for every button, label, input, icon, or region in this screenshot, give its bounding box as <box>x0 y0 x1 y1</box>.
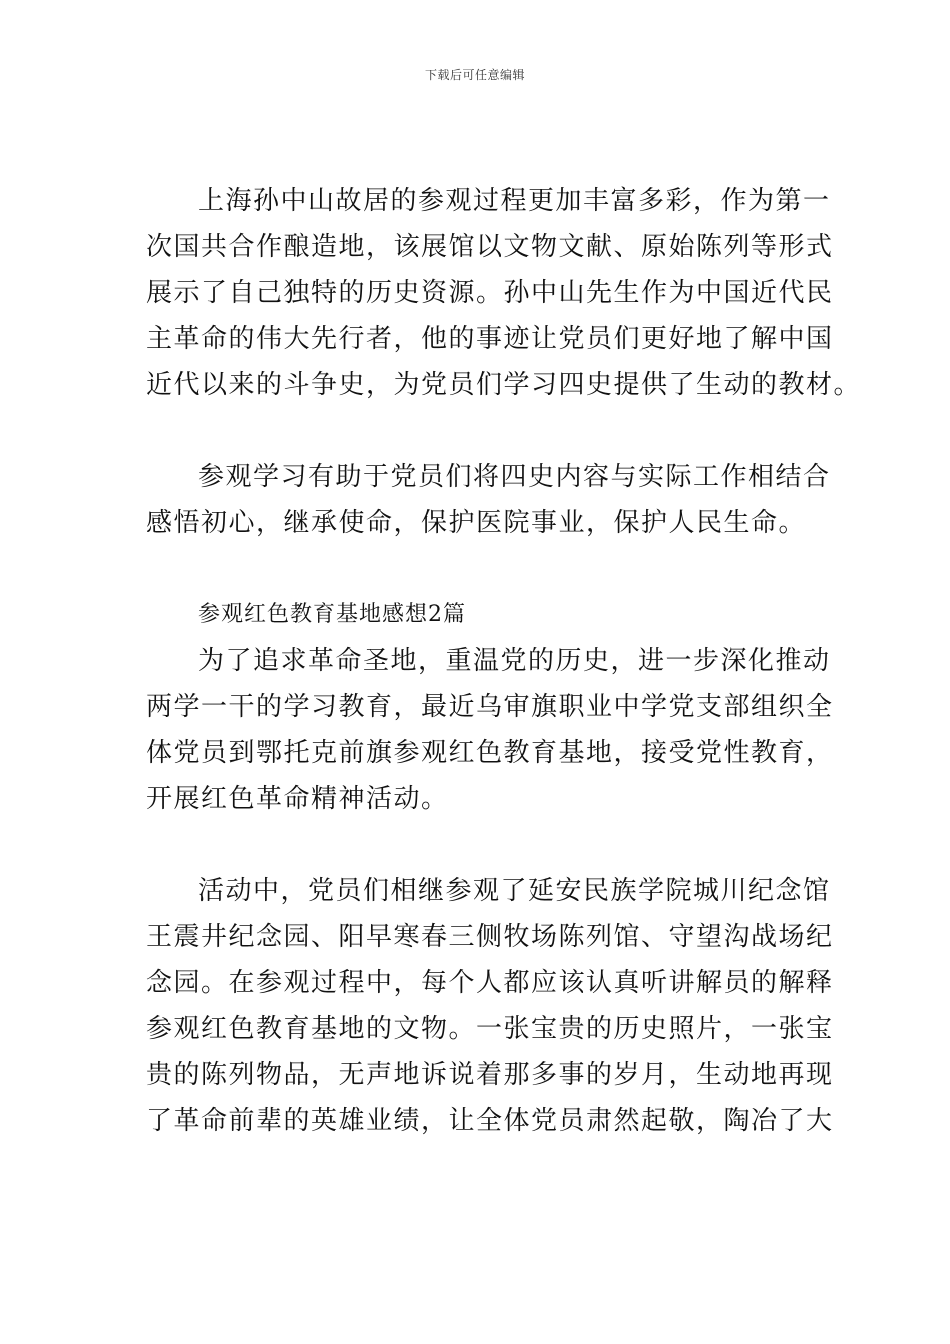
paragraph-activity <box>146 868 834 1144</box>
text-line: 开展红色革命精神活动。 <box>146 784 449 814</box>
paragraph-study-benefit <box>146 454 831 546</box>
text-line: 王震井纪念园、阳早寒春三侧牧场陈列馆、守望沟战场纪 <box>146 922 834 952</box>
text-line: 近代以来的斗争史，为党员们学习四史提供了生动的教材。 <box>146 370 862 400</box>
text-line: 次国共合作酿造地，该展馆以文物文献、原始陈列等形式 <box>146 232 834 262</box>
paragraph-sun-yat-sen-residence <box>146 178 862 408</box>
text-line: 体党员到鄂托克前旗参观红色教育基地，接受党性教育， <box>146 738 834 768</box>
text-line: 参观红色教育基地的文物。一张宝贵的历史照片，一张宝 <box>146 1014 834 1044</box>
text-line: 展示了自己独特的历史资源。孙中山先生作为中国近代民 <box>146 278 834 308</box>
text-line: 两学一干的学习教育，最近乌审旗职业中学党支部组织全 <box>146 692 834 722</box>
text-line: 为了追求革命圣地，重温党的历史，进一步深化推动 <box>198 646 831 676</box>
text-line: 上海孙中山故居的参观过程更加丰富多彩，作为第一 <box>198 186 831 216</box>
paragraph-visit-purpose <box>146 638 834 822</box>
document-body <box>146 178 862 1144</box>
text-line: 活动中，党员们相继参观了延安民族学院城川纪念馆 <box>198 876 831 906</box>
text-line: 贵的陈列物品，无声地诉说着那多事的岁月，生动地再现 <box>146 1060 834 1090</box>
text-line: 了革命前辈的英雄业绩，让全体党员肃然起敬，陶冶了大 <box>146 1106 834 1136</box>
section-heading: 参观红色教育基地感想2篇 <box>198 602 466 627</box>
text-line: 感悟初心，继承使命，保护医院事业，保护人民生命。 <box>146 508 807 538</box>
page-header: 下载后可任意编辑 <box>424 68 525 82</box>
paragraph-gap <box>146 546 806 592</box>
paragraph-gap <box>146 822 806 868</box>
text-line: 主革命的伟大先行者，他的事迹让党员们更好地了解中国 <box>146 324 834 354</box>
text-line: 参观学习有助于党员们将四史内容与实际工作相结合 <box>198 462 831 492</box>
text-line: 念园。在参观过程中，每个人都应该认真听讲解员的解释 <box>146 968 834 998</box>
paragraph-gap <box>146 408 806 454</box>
